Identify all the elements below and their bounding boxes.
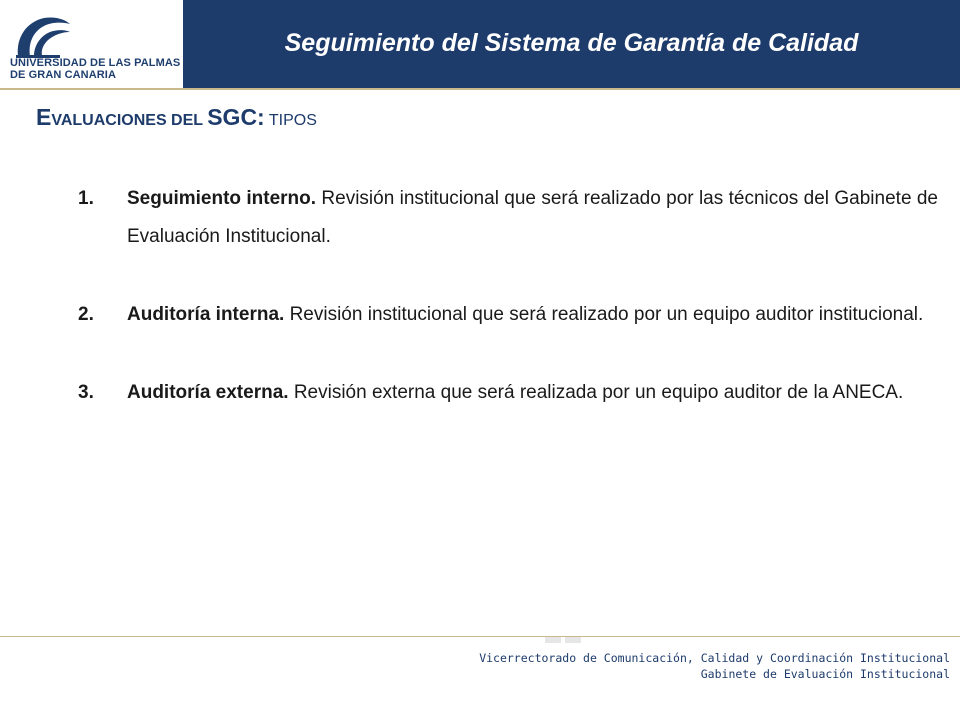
header-divider xyxy=(0,88,960,90)
item-body xyxy=(127,296,938,334)
slide-title: Seguimiento del Sistema de Garantía de Calidad xyxy=(284,29,859,57)
footer-mark xyxy=(545,637,561,643)
heading-small-caps: VALUACIONES DEL xyxy=(51,112,208,129)
item-title: Seguimiento interno. xyxy=(127,188,317,209)
item-text: Revisión externa que será realizada por un equipo auditor de la ANECA. xyxy=(288,382,904,403)
footer-divider xyxy=(0,636,960,637)
logo-line-2: DE GRAN CANARIA xyxy=(10,69,116,81)
list-item xyxy=(78,296,938,334)
logo-line-1: UNIVERSIDAD DE LAS PALMAS xyxy=(10,57,181,69)
heading-acronym: SGC: xyxy=(207,104,265,130)
header xyxy=(0,0,960,90)
item-number: 1. xyxy=(78,188,94,209)
item-body xyxy=(127,180,938,256)
list-item xyxy=(78,374,938,412)
evaluation-types-list xyxy=(78,180,938,452)
item-text: Revisión institucional que será realizado por las técnicos del Gabinete de Evaluación Institucional. xyxy=(127,188,939,247)
footer-line-2: Gabinete de Evaluación Institucional xyxy=(700,667,950,681)
item-body xyxy=(127,374,938,412)
item-title: Auditoría interna. xyxy=(127,304,285,325)
university-name xyxy=(10,57,185,81)
list-item xyxy=(78,180,938,256)
title-bar xyxy=(183,0,960,88)
footer xyxy=(479,650,950,682)
heading-tail: TIPOS xyxy=(264,112,317,129)
footer-mark xyxy=(565,637,581,643)
heading-initial: E xyxy=(36,104,52,130)
ulpgc-emblem-icon xyxy=(12,10,72,60)
section-heading xyxy=(36,104,317,131)
footer-decoration xyxy=(545,637,585,643)
item-text: Revisión institucional que será realizado por un equipo auditor institucional. xyxy=(284,304,924,325)
university-logo xyxy=(0,0,183,88)
item-title: Auditoría externa. xyxy=(127,382,289,403)
item-number: 2. xyxy=(78,304,94,325)
item-number: 3. xyxy=(78,382,94,403)
footer-line-1: Vicerrectorado de Comunicación, Calidad y Coordinación Institucional xyxy=(479,651,950,665)
